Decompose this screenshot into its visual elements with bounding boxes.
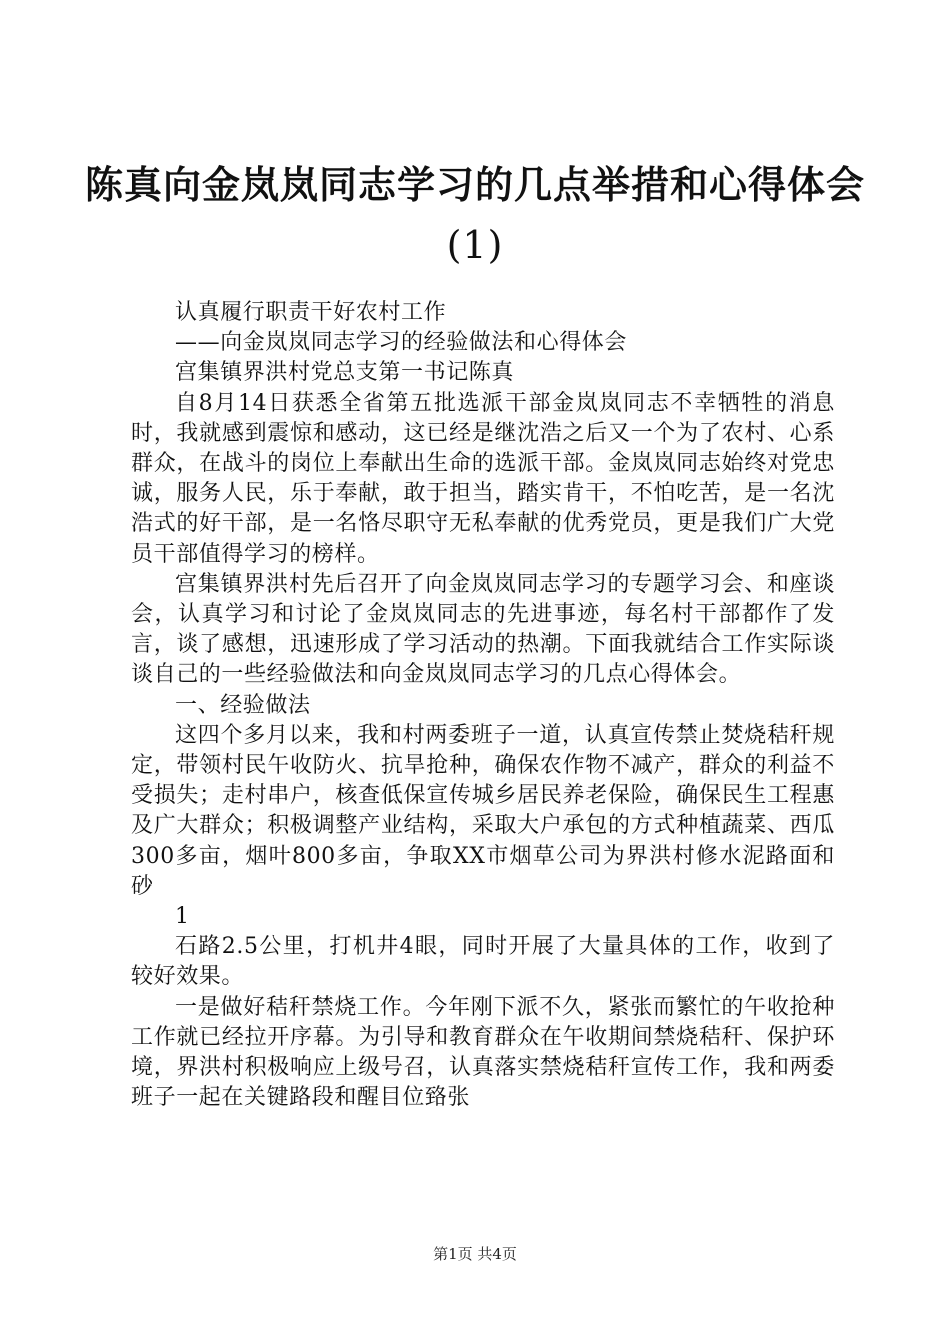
- document-title-suffix: (1): [446, 223, 504, 267]
- body-paragraph: 一是做好秸秆禁烧工作。今年刚下派不久，紧张而繁忙的午收抢种工作就已经拉开序幕。为引导和教育群众在午收期间禁烧秸秆、保护环境，界洪村积极响应上级号召，认真落实禁烧秸秆宣传工作，我和两委班子一起在关键路段和醒目位臵张: [131, 994, 835, 1111]
- section-heading: 一、经验做法: [175, 692, 311, 718]
- author-line: 宫集镇界洪村党总支第一书记陈真: [175, 360, 515, 386]
- subtitle-line: ——向金岚岚同志学习的经验做法和心得体会: [175, 330, 628, 356]
- document-body: [131, 298, 835, 1113]
- body-paragraph: 宫集镇界洪村先后召开了向金岚岚同志学习的专题学习会、和座谈会，认真学习和讨论了金岚岚同志的先进事迹，每名村干部都作了发言，谈了感想，迅速形成了学习活动的热潮。下面我就结合工作实际谈谈自己的一些经验做法和向金岚岚同志学习的几点心得体会。: [131, 571, 835, 688]
- body-paragraph: 石路2.5公里，打机井4眼，同时开展了大量具体的工作，收到了较好效果。: [131, 934, 835, 990]
- subtitle-line: 认真履行职责干好农村工作: [175, 300, 447, 325]
- page-footer: 第1页 共4页: [433, 1245, 517, 1263]
- body-paragraph: 这四个多月以来，我和村两委班子一道，认真宣传禁止焚烧秸秆规定，带领村民午收防火、抗旱抢种，确保农作物不减产，群众的利益不受损失；走村串户，核查低保宣传城乡居民养老保险，确保民生工程惠及广大群众；积极调整产业结构，采取大户承包的方式种植蔬菜、西瓜300多亩，烟叶800多亩，争取XX市烟草公司为界洪村修水泥路面和砂: [131, 722, 835, 899]
- document-title: 陈真向金岚岚同志学习的几点举措和心得体会: [84, 162, 865, 207]
- body-paragraph: 自8月14日获悉全省第五批选派干部金岚岚同志不幸牺牲的消息时，我就感到震惊和感动，这已经是继沈浩之后又一个为了农村、心系群众，在战斗的岗位上奉献出生命的选派干部。金岚岚同志始终对党忠诚，服务人民，乐于奉献，敢于担当，踏实肯干，不怕吃苦，是一名沈浩式的好干部，是一名恪尽职守无私奉献的优秀党员，更是我们广大党员干部值得学习的榜样。: [131, 390, 835, 567]
- inline-page-number: 1: [175, 904, 190, 930]
